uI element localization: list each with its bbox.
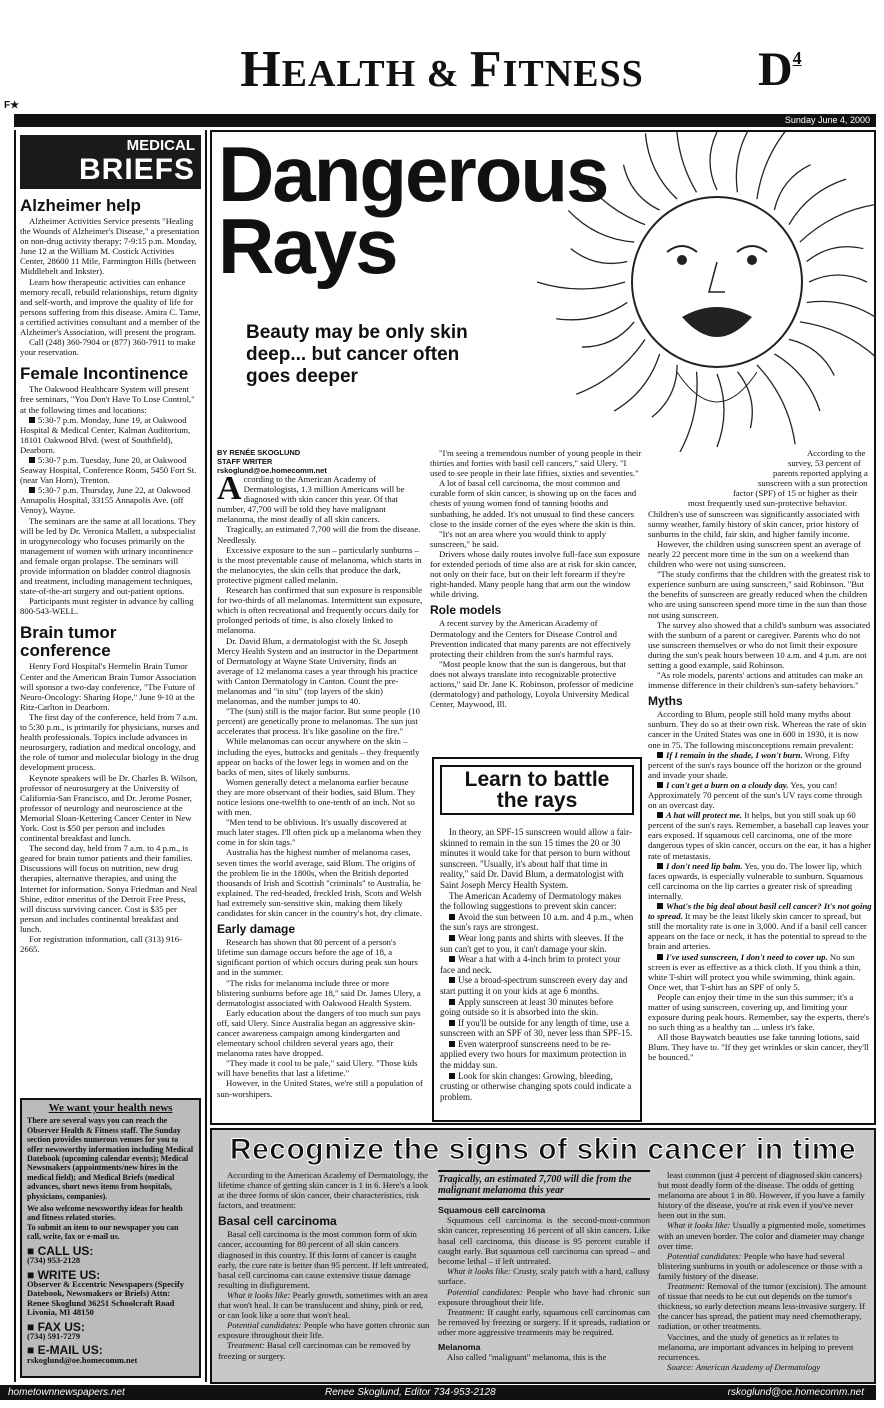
paragraph: Learn how therapeutic activities can enhance memory recall, rebuild relationships, return dignity and self-worth, and improve the quality of life for persons suffering from this disease. Amira C. Tame, a certified activities consultant and a member of the Alzheimer's Association, will present the program.: [20, 276, 201, 338]
bullet-item: [648, 750, 872, 780]
headline: [218, 130, 608, 290]
paragraph: According to the survey, 53 percent of parents reported applying a sunscreen with a sun protection factor (SPF) of 15 or higher as their most frequently used sun-protective behavior. Children's use of sunscreen was significantly associated with sunny weather, family history of skin cancer, prior history of sunburns in the child, fair skin, and higher family income.: [648, 448, 868, 539]
paragraph: [438, 1266, 650, 1286]
logo-top: MEDICAL: [126, 137, 195, 154]
main-article: [210, 130, 876, 1125]
write-label: ■ WRITE US:: [27, 1267, 101, 1282]
bullet-item: [20, 415, 201, 455]
paragraph-text: Use a broad-spectrum sunscreen every day and start putting it on your kids at age 6 months.: [440, 975, 628, 996]
bullet-square-icon: [449, 1073, 455, 1079]
logo-bottom: BRIEFS: [78, 153, 195, 186]
brief-title: Alzheimer help: [20, 196, 141, 215]
sun-ray: [537, 282, 625, 289]
sun-ray: [757, 365, 795, 444]
paragraph: Research has confirmed that sun exposure is responsible for two-thirds of all melanomas. Intermittent sun exposure, which is often recreational and frequently occurs daily for prolonged periods of time, is also closely linked to melanoma.: [217, 585, 423, 636]
paragraph-text: Wrong. Fifty percent of the sun's rays bounce off the horizon or the ground and invade your shade.: [648, 749, 862, 780]
brief-title: Female Incontinence: [20, 364, 189, 384]
sidebar-title: Learn to battle the rays: [440, 765, 634, 815]
bullet-item: [440, 912, 634, 933]
lead-in: I've used sunscreen, I don't need to cover up.: [666, 951, 828, 962]
lead-in: What's the big deal about basil cell cancer? It's not going to spread.: [648, 901, 872, 922]
briefs-list: [20, 197, 201, 954]
subheading: Basal cell carcinoma: [218, 1214, 337, 1229]
page-number: [758, 42, 802, 97]
paragraph: "They made it cool to be pale," said Ulery. "Those kids will have benefits that last a lifetime.": [217, 1058, 418, 1079]
paragraph: Australia has the highest number of melanoma cases, seven times the world average, said Blum. The origins of the problem lie in the 1800s, when the British deported thousands of Irish and Scottish "criminals" to Australia, he explained. The red-headed, freckled Irish, Scots and Welsh had extremely sun-sensitive skin, making them likely candidates for skin cancer in the country's hot, dry climate.: [217, 847, 422, 919]
subheading: Squamous cell carcinoma: [438, 1205, 546, 1215]
bullet-item: [20, 455, 201, 485]
paragraph: Vaccines, and the study of genetics as it relates to melanoma, are important advances in helping to prevent recurrences.: [658, 1331, 854, 1362]
issue-date: Sunday June 4, 2000: [784, 115, 870, 125]
lead-in: Treatment:: [227, 1340, 265, 1351]
paragraph-text: Apply sunscreen at least 30 minutes before going outside so it is absorbed into the skin.: [440, 996, 613, 1018]
paragraph: "The risks for melanoma include three or more blistering sunburns before age 18," said Dr. James Ulery, a dermatologist associated with Oakwood Health System.: [217, 977, 421, 1008]
lead-in: What it looks like:: [447, 1266, 511, 1277]
paragraph-text: 5:30-7 p.m. Tuesday, June 20, at Oakwood Seaway Hospital, Conference Room, 5450 Fort St. (near Van Horn), Trenton.: [20, 454, 197, 486]
subheading: Myths: [648, 694, 683, 709]
paragraph: A recent survey by the American Academy of Dermatology and the Centers for Disease Control and Prevention indicated that many parents are not effectively protecting their children from the sun's harmful rays.: [430, 618, 631, 659]
learn-to-battle-sidebar: [432, 757, 642, 1122]
sun-face: [632, 197, 802, 367]
bullet-square-icon: [29, 487, 35, 493]
news-box-submit: To submit an item to our newspaper you can call, write, fax or e-mail us.: [27, 1222, 179, 1242]
paragraph: According to Blum, people still hold many myths about sunburn. They do so at their own risk. Whereas the rate of skin cancer in the United States was one in 600 in 1930, it is now one in 75. The following misconceptions remain prevalent:: [648, 709, 867, 750]
bullet-square-icon: [657, 782, 663, 788]
bullet-square-icon: [657, 752, 663, 758]
article-column-2: [430, 448, 642, 753]
sun-ray: [774, 354, 820, 411]
fax-label: ■ FAX US:: [27, 1319, 85, 1334]
footer-website[interactable]: hometownnewspapers.net: [8, 1387, 125, 1398]
paragraph-text: Wear long pants and shirts with sleeves. If the sun can't get to you, it can't damage your skin.: [440, 932, 624, 954]
footer-bar: [0, 1385, 876, 1400]
paragraph-text: Pearly growth, sometimes with an area that won't heal. It can be translucent and shiny, pink or red, or can look like a sore that won't heal.: [218, 1289, 428, 1321]
bullet-square-icon: [29, 417, 35, 423]
paragraph: [658, 1251, 870, 1281]
health-news-box: [20, 1098, 201, 1378]
banner-column-1: [218, 1170, 430, 1380]
subheading: Melanoma: [438, 1341, 481, 1352]
lead-in: If I remain in the shade, I won't burn.: [666, 749, 803, 760]
paragraph: Basal cell carcinoma is the most common form of skin cancer, accounting for 80 percent of all skin cancers diagnosed in this country. If this form of cancer is caught early, the cure rate is better than 95 percent. If left untreated, basal cell carcinoma can cause extensive tissue damage resulting in disfigurement.: [218, 1229, 429, 1290]
paragraph: "Men tend to be oblivious. It's usually discovered at much later stages. I'll often pick up a melanoma when they come in for skin tags.": [217, 817, 422, 848]
sun-ray: [737, 372, 752, 429]
bullet-item: [648, 952, 872, 992]
paragraph-text: Yes, you can! Approximately 70 percent of the sun's UV rays come through on an overcast day.: [648, 779, 862, 811]
sun-ray: [736, 132, 753, 192]
paragraph: "It's not an area where you would think to apply sunscreen," he said.: [430, 528, 606, 549]
bullet-item: [440, 997, 634, 1018]
brief-article: [20, 624, 201, 954]
call-phone[interactable]: (734) 953-2128: [27, 1255, 81, 1266]
paragraph-text: 5:30-7 p.m. Thursday, June 22, at Oakwood Annapolis Hospital, 33155 Annapolis Ave. (off Venoy), Wayne.: [20, 485, 191, 516]
author-role: STAFF WRITER: [217, 457, 273, 466]
paragraph: However, the children using sunscreen spent an average of nearly 22 percent more time in the sun on a weekend than children who were not using sunscreen.: [648, 538, 861, 570]
paragraph: Call (248) 360-7904 or (877) 360-7911 to make your reservation.: [20, 337, 196, 358]
banner-column-2: [438, 1170, 650, 1380]
sun-ray: [652, 365, 677, 417]
sun-ray: [623, 165, 659, 210]
bullet-square-icon: [449, 1041, 455, 1047]
paragraph-text: Even waterproof sunscreens need to be re-applied every two hours for maximum protection in the midday sun.: [440, 1038, 627, 1071]
paragraph: All those Baywatch beauties use fake tanning lotions, said Blum. They have to. "If they get wrinkles or skin cancer, they'll be bounced.": [648, 1032, 869, 1063]
paragraph: The second day, held from 7 a.m. to 4 p.m., is geared for brain tumor patients and their families. Discussions will focus on nutrition, new drug therapies, alternative therapies, and using the Internet for information. Sonya Friedman and Neal Shine, editor emeritus of the Detroit Free Press, will discuss surviving cancer. Cost is $35 per person and includes continental breakfast and lunch.: [20, 843, 198, 934]
lead-in: What it looks like:: [667, 1220, 731, 1231]
lead-in: Treatment:: [447, 1307, 485, 1318]
paragraph: "As role models, parents' actions and attitudes can make an immense difference in their children's sun-safety behaviors.": [648, 670, 863, 691]
call-label: ■ CALL US:: [27, 1243, 94, 1258]
paragraph: Squamous cell carcinoma is the second-most-common skin cancer, representing 16 percent of all skin cancers. Like basal cell carcinoma, this disease is 95 percent curable if caught early. But squamous cell carcinoma can spread – and become lethal – if left untreated.: [438, 1215, 650, 1267]
headline-line: Rays: [218, 202, 397, 290]
paragraph-text: Basal cell carcinomas can be removed by freezing or surgery.: [218, 1340, 411, 1361]
bullet-item: [20, 485, 201, 515]
paragraph-text: It helps, but you still soak up 60 percent of the sun's rays. Remember, a baseball cap leaves your ears exposed. If squamous cell carcinoma, one of the more dangerous types of skin cancer, occurs on the ear, it has a higher rate of metastasis.: [648, 810, 872, 861]
lead-in: What it looks like:: [227, 1289, 291, 1300]
bullet-square-icon: [29, 457, 35, 463]
paragraph: [438, 1307, 650, 1338]
article-column-3: [648, 448, 872, 1122]
pull-quote: Tragically, an estimated 7,700 will die from the malignant melanoma this year: [438, 1170, 650, 1200]
paragraph: "The study confirms that the children with the greatest risk to experience sunburn are using sunscreen," said Robinson. "But the benefits of sunscreen are greatly reduced when the children who are using sunscreen spend more time in the sun than those not using sunscreen.: [648, 569, 871, 620]
author-name: BY RENÉE SKOGLUND: [217, 448, 301, 457]
paragraph-text: If you'll be outside for any length of time, use a sunscreen with an SPF of 30, never less than SPF-15.: [440, 1017, 633, 1039]
paragraph: Drivers whose daily routes involve full-face sun exposure for extended periods of time also are at risk for skin cancer, not only on their face, but on their left forearm if they're right-handed. Many people hang that arm out the window while driving.: [430, 548, 640, 600]
sun-ray: [571, 249, 628, 264]
paragraph: Participants must register in advance by calling 800-543-WELL.: [20, 596, 194, 617]
lead-in: A hat will protect me.: [666, 810, 743, 821]
paragraph-text: People who have had several blistering sunburns in youth or adolescence or those with a family history of the disease.: [658, 1250, 863, 1281]
bullet-square-icon: [449, 1020, 455, 1026]
paragraph-text: It may be the least likely skin cancer to spread, but still the mortality rate is one in 3,000. And if a basil cell cancer appears on the face or neck, it has the potential to spread to the brain and arteries.: [648, 911, 867, 952]
page-number-digit: 4: [792, 48, 802, 68]
paragraph-text: Wear a hat with a 4-inch brim to protect your face and neck.: [440, 954, 621, 975]
paragraph: The first day of the conference, held from 7 a.m. to 5:30 p.m., is primarily for physicians, nurses and health professionals. Topics include advances in neurosurgery, radiation and medical oncology, and the role of tumor and molecular biology in the drug development process.: [20, 711, 200, 773]
paragraph: [658, 1362, 870, 1372]
bullet-square-icon: [657, 812, 663, 818]
brief-article: [20, 197, 201, 357]
paragraph: For registration information, call (313) 916-2665.: [20, 934, 182, 955]
fax-number: (734) 591-7279: [27, 1330, 81, 1341]
paragraph: Henry Ford Hospital's Hermelin Brain Tumor Center and the American Brain Tumor Association will sponsor a two-day conference, "The Future of Neuro-Oncology: Sharing Hope," June 9-10 at the Ritz-Carlton in Dearborn.: [20, 661, 197, 712]
skin-cancer-signs-box: [210, 1128, 876, 1384]
lead-in: I can't get a burn on a cloudy day.: [666, 779, 789, 790]
sun-ray: [582, 322, 634, 347]
sun-ray: [800, 322, 876, 360]
bullet-item: [648, 901, 872, 951]
sun-ray: [717, 374, 724, 447]
paragraph: Alzheimer Activities Service presents "Healing the Wounds of Alzheimer's Disease," a presentation on non-drug activity therapy; 7-9:15 p.m. Monday, June 12 at the William M. Costick Activities Center, 28600 11 Mile, Farmington Hills (between Middlebelt and Inkster).: [20, 216, 200, 277]
paragraph-text: Usually a pigmented mole, sometimes with an uneven border. The color and diameter may change over time.: [658, 1220, 866, 1251]
paragraph: [658, 1281, 870, 1331]
news-box-intro: There are several ways you can reach the Observer Health & Fitness staff. The Sunday section provides numerous venues for you to offer newsworthy information including Medical Datebook (upcoming calendar events); Medical Newsmakers (appointments/new hires in the medical field); and Medical Briefs (medical advances, short news items from hospitals, physicians, companies).: [27, 1116, 194, 1201]
banner-column-2-body: [438, 1205, 650, 1362]
paragraph-text: People who have had chronic sun exposure throughout their life.: [438, 1286, 650, 1307]
title-part: ITNESS: [502, 53, 644, 95]
bullet-square-icon: [449, 935, 455, 941]
byline: [217, 448, 327, 475]
paragraph-text: Yes, you do. The lower lip, which faces upwards, is especially vulnerable to sunburn. Squamous cell carcinoma on the lip carries a greater risk of spreading internally.: [648, 860, 863, 901]
paragraph: However, in the United States, we're still a population of sun-worshipers.: [217, 1078, 423, 1099]
brief-article: [20, 365, 201, 616]
paragraph: A lot of basal cell carcinoma, the most common and curable form of skin cancer, is showing up on the faces and chests of young women fond of tanning booths and sunbathing, he added. It's not unusual to find these cancers close to the inside corner of the eyes where the skin is thin.: [430, 478, 637, 529]
paragraph: [218, 1290, 430, 1320]
news-box-welcome: We also welcome newsworthy ideas for health and fitness related stories.: [27, 1204, 183, 1223]
author-email[interactable]: rskoglund@oe.homecomm.net: [217, 466, 327, 475]
subheading: Role models: [430, 603, 502, 618]
paragraph: [218, 1320, 430, 1340]
bullet-item: [440, 1071, 634, 1103]
bullet-item: [440, 975, 634, 996]
write-address: Observer & Eccentric Newspapers (Specify Datebook, Newsmakers or Briefs) Attn: Renee Skoglund 36251 Schoolcraft Road Livonia, MI 48150: [27, 1278, 185, 1318]
paragraph: The survey also showed that a child's sunburn was associated with the sunburn of a parent or caregiver. Parents who do not use sunscreen themselves or who do not limit their exposure during the sun's peak hours between 10 a.m. and 4 p.m. are not setting a good example, said Robinson.: [648, 619, 871, 670]
subheadline: Beauty may be only skin deep... but cancer often goes deeper: [246, 322, 468, 387]
paragraph: In theory, an SPF-15 sunscreen would allow a fair-skinned to remain in the sun 15 times the 20 or 30 minutes it would take for that person to burn without sunscreen. "Usually, it's about half that time in reality," said Dr. David Blum, a dermatologist with Saint Joseph Mercy Health System.: [440, 827, 632, 890]
paragraph-text: ccording to the American Academy of Dermatologists, 1.3 million Americans will be diagnosed with skin cancer this year. Of that number, 47,700 will be told they have malignant melanoma, the most deadly of all skin cancers.: [217, 474, 405, 525]
bullet-item: [440, 1018, 634, 1039]
paragraph: [438, 1287, 650, 1307]
paragraph: While melanomas can occur anywhere on the skin – including the eyes, buttocks and genitals – they frequently appear on backs of the lower legs in women and on the backs of men, sites of likely sunburns.: [217, 736, 420, 777]
paragraph: "The (sun) still is the major factor. But some people (10 percent) are genetically prone to melanomas. The sun just accelerates that process. It's like gasoline on the fire.": [217, 706, 420, 737]
medical-briefs-logo: [20, 135, 201, 189]
paragraph: [217, 474, 423, 524]
title-initial: F: [469, 41, 503, 98]
paragraph: least common (just 4 percent of diagnosed skin cancers) but most deadly form of the disease. The odds of getting melanoma are about 1 in 80. However, if you have a family history of the disease, you're at risk even if you've never been out in the sun.: [658, 1170, 865, 1221]
page-section-letter: D: [758, 43, 793, 96]
paragraph-text: No sun screen is ever as effective as a thick cloth. If you think a thin, white T-shirt will protect you while swimming, think again. Once wet, that T-shirt has an SPF of only 5.: [648, 951, 861, 992]
sun-ray: [809, 275, 867, 282]
paragraph-text: Avoid the sun between 10 a.m. and 4 p.m., when the sun's rays are strongest.: [440, 911, 634, 933]
headline-line: Dangerous: [218, 130, 608, 218]
paragraph-text: 5:30-7 p.m. Monday, June 19, at Oakwood Hospital & Medical Center, Kalman Auditorium, 18101 Oakwood Blvd. (west of Southfield), Dearborn.: [20, 414, 191, 455]
paragraph: Keynote speakers will be Dr. Charles B. Wilson, professor of neurosurgery at the University of California-San Francisco, and Dr. Jerome Posner, professor of neurology and neuroscience at the Memorial Sloan-Kettering Cancer Center in New York. Cost is $50 per person and includes continental breakfast and lunch.: [20, 772, 198, 844]
lead-in: Source: American Academy of Dermatology: [667, 1361, 821, 1372]
footer-editor: Renee Skoglund, Editor 734-953-2128: [325, 1387, 496, 1398]
sun-ray: [710, 132, 717, 190]
sun-ray: [556, 302, 627, 319]
sidebar-body: [440, 827, 634, 1102]
paragraph: Dr. David Blum, a dermatologist with the St. Joseph Mercy Health System and an instructor in the Department of Dermatology at Wayne State University, finds an average of 12 melanoma cases a year through his practice with Canton Dermatology in Canton. Count the pre-melanomas and "in situ" (top layers of the skin) melanomas, and the number jumps to 40.: [217, 635, 419, 707]
bullet-square-icon: [449, 914, 455, 920]
paragraph: The seminars are the same at all locations. They will be led by Dr. Veronica Mallett, a subspecialist in urogynecology who focuses primarily on the management of women with urinary incontinence and female organ prolapse. The seminars will provide information on bladder control diagnosis and treatment, including management techniques, state-of-the-art surgery and out-patient options.: [20, 515, 197, 597]
brief-title: Brain tumor conference: [20, 623, 117, 661]
sun-ray: [807, 301, 876, 318]
title-part: EALTH &: [281, 53, 470, 95]
lead-in: Treatment:: [667, 1281, 705, 1292]
paragraph: Early education about the dangers of too much sun pays off, said Ulery. Since Australia began an aggressive skin-cancer awareness campaign among kindergarten and elementary school children several years ago, their melanoma rates have dropped.: [217, 1007, 421, 1059]
bullet-item: [440, 933, 634, 954]
lead-in: Potential candidates:: [667, 1250, 742, 1261]
bullet-item: [648, 810, 872, 860]
paragraph-text: If caught early, squamous cell carcinomas can be removed by freezing or surgery. If it spreads, radiation or other more aggressive treatments may be required.: [438, 1307, 650, 1338]
sun-ray: [807, 247, 864, 262]
edition-mark: F★: [4, 100, 20, 111]
bullet-item: [648, 780, 872, 810]
bullet-square-icon: [657, 954, 663, 960]
medical-briefs-column: [14, 130, 207, 1382]
lead-in: Potential candidates:: [447, 1286, 523, 1297]
paragraph: According to the American Academy of Dermatology, the lifetime chance of getting skin cancer is 1 in 6. Here's a look at the three forms of skin cancer, their characteristics, risk factors, and treatment:: [218, 1170, 429, 1211]
sun-ray: [645, 133, 677, 199]
banner-title: Recognize the signs of skin cancer in time: [229, 1133, 857, 1166]
lead-in: Potential candidates:: [227, 1320, 302, 1331]
bullet-item: [648, 861, 872, 901]
sun-ray: [800, 204, 876, 242]
title-initial: H: [240, 41, 282, 98]
paragraph: "I'm seeing a tremendous number of young people in their thirties and forties with basil cell cancers," said Ulery. "I used to see people in their late fifties, sixties and seventies.": [430, 448, 642, 479]
lead-in: I don't need lip balm.: [666, 860, 743, 871]
subheading: Early damage: [217, 922, 296, 937]
bullet-square-icon: [657, 863, 663, 869]
paragraph: People can enjoy their time in the sun this summer; it's a matter of using sunscreen, covering up, and limiting your exposure during peak hours. Remember, say the experts, there's no such thing as a healthy tan ... unless it's fake.: [648, 991, 869, 1033]
sun-ray: [789, 179, 846, 225]
paragraph: Research has shown that 80 percent of a person's lifetime sun damage occurs before the age of 18, a significant portion of which occurs during peak sun hours and in the summer.: [217, 937, 418, 978]
paragraph: The American Academy of Dermatology makes the following suggestions to prevent skin cancer:: [440, 890, 622, 912]
article-column-1: [217, 474, 423, 1122]
email-label: ■ E-MAIL US:: [27, 1343, 103, 1358]
bullet-square-icon: [449, 977, 455, 983]
sun-ray: [757, 132, 795, 199]
bullet-square-icon: [657, 903, 663, 909]
footer-email[interactable]: rskoglund@oe.homecomm.net: [727, 1387, 864, 1398]
paragraph: Excessive exposure to the sun – particularly sunburns – is the most preventable cause of melanoma, which starts in the melanocytes, the skin cells that produce the dark, protective pigment called melanin.: [217, 544, 422, 585]
paragraph: [658, 1220, 870, 1250]
email-link[interactable]: rskoglund@oe.homecomm.net: [27, 1354, 138, 1365]
sun-ray: [676, 132, 696, 192]
paragraph-text: Look for skin changes: Growing, bleeding, crusting or otherwise changing spots could indicate a problem.: [440, 1070, 632, 1102]
bullet-item: [440, 954, 634, 975]
sun-ray: [677, 372, 697, 452]
paragraph: Women generally detect a melanoma earlier because they are more observant of their bodies, said Blum. They notice lesions one-twelfth to one-tenth of an inch. Not so with men.: [217, 776, 415, 818]
bullet-square-icon: [449, 956, 455, 962]
section-title: [0, 40, 884, 99]
bullet-square-icon: [449, 999, 455, 1005]
paragraph-text: People who have gotten chronic sun exposure throughout their life.: [218, 1320, 430, 1341]
sun-ray: [614, 354, 660, 411]
paragraph: [218, 1340, 430, 1360]
paragraph: The Oakwood Healthcare System will present free seminars, "You Don't Have To Lose Control," at the following times and locations:: [20, 384, 195, 415]
paragraph-text: Removal of the tumor (excision). The amount of tissue that needs to be cut out depends on the tumor's thickness, so early detection means less-invasive surgery. If the cancer has spread, the patient may need chemotherapy, radiation, or other treatments.: [658, 1281, 867, 1332]
paragraph-text: Crusty, scaly patch with a hard, callusy surface.: [438, 1266, 650, 1287]
paragraph: Also called "malignant" melanoma, this is the: [447, 1351, 607, 1362]
paragraph: Tragically, an estimated 7,700 will die from the disease. Needlessly.: [217, 524, 421, 545]
bullet-item: [440, 1039, 634, 1071]
news-box-title: We want your health news: [48, 1102, 173, 1114]
date-bar: [14, 114, 876, 127]
paragraph: "Most people know that the sun is dangerous, but that does not always translate into recognizable protective actions," said Dr. Jane K. Robinson, professor of medicine (dermatology) and pathology, Loyola University Medical Center, Maywood, Ill.: [430, 658, 634, 710]
banner-column-3: [658, 1170, 870, 1380]
column-3-body: [648, 448, 872, 1063]
drop-cap: A: [217, 474, 242, 507]
